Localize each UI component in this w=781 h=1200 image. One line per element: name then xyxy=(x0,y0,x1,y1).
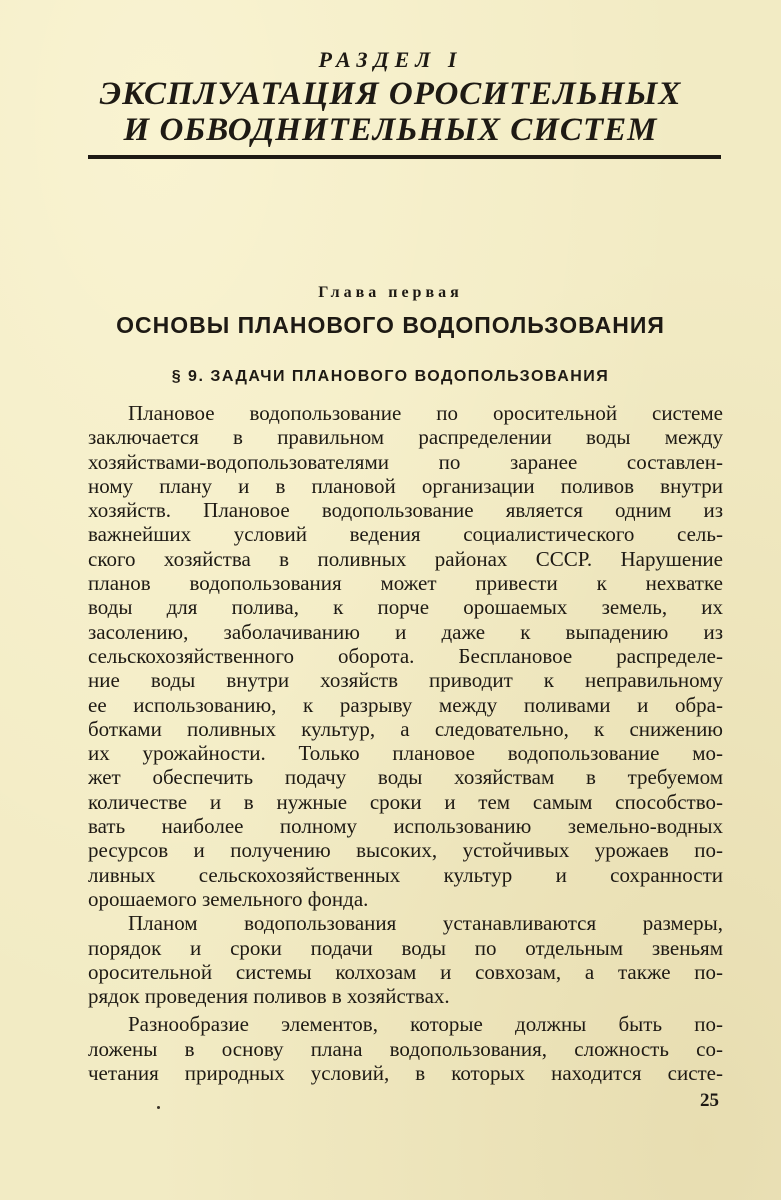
text-line: ботками поливных культур, а следовательно, к снижению xyxy=(88,716,723,741)
body-text xyxy=(88,401,723,1085)
print-speck xyxy=(157,1106,160,1109)
text-line: сельскохозяйственного оборота. Бесплановое распределе- xyxy=(88,643,723,668)
text-line: орошаемого земельного фонда. xyxy=(88,886,369,911)
text-line: воды для полива, к порче орошаемых земель, их xyxy=(88,595,723,620)
text-line: ресурсов и получению высоких, устойчивых урожаев по- xyxy=(88,838,723,863)
text-line: Плановое водопользование по оросительной системе xyxy=(128,401,723,425)
text-line: засолению, заболачиванию и даже к выпадению из xyxy=(88,619,723,644)
chapter-label: Глава первая xyxy=(318,284,463,301)
text-line: количестве и в нужные сроки и тем самым способство- xyxy=(88,789,723,814)
paragraph-heading: § 9. ЗАДАЧИ ПЛАНОВОГО ВОДОПОЛЬЗОВАНИЯ xyxy=(171,368,610,385)
text-line: заключается в правильном распределении воды между xyxy=(88,425,723,450)
text-line: ского хозяйства в поливных районах СССР. Нарушение xyxy=(88,546,723,571)
chapter-title: ОСНОВЫ ПЛАНОВОГО ВОДОПОЛЬЗОВАНИЯ xyxy=(116,312,665,338)
text-line: ному плану и в плановой организации поливов внутри xyxy=(88,473,723,498)
page-number: 25 xyxy=(700,1090,719,1111)
text-line: оросительной системы колхозам и совхозам, а также по- xyxy=(88,959,723,984)
text-line: ложены в основу плана водопользования, сложность со- xyxy=(88,1036,723,1061)
text-line: рядок проведения поливов в хозяйствах. xyxy=(88,984,450,1009)
text-line: ние воды внутри хозяйств приводит к неправильному xyxy=(88,668,723,693)
text-line: их урожайности. Только плановое водопользование мо- xyxy=(88,741,723,766)
text-line: порядок и сроки подачи воды по отдельным звеньям xyxy=(88,935,723,960)
text-line: жет обеспечить подачу воды хозяйствам в требуемом xyxy=(88,765,723,790)
section-title xyxy=(0,76,781,148)
text-line: четания природных условий, в которых находится систе- xyxy=(88,1061,723,1086)
text-line: хозяйств. Плановое водопользование является одним из xyxy=(88,498,723,523)
text-line: ливных сельскохозяйственных культур и сохранности xyxy=(88,862,723,887)
text-line: планов водопользования может привести к нехватке xyxy=(88,571,723,596)
text-line: Планом водопользования устанавливаются размеры, xyxy=(128,911,723,936)
section-title-line: ЭКСПЛУАТАЦИЯ ОРОСИТЕЛЬНЫХ xyxy=(99,76,682,112)
section-label: РАЗДЕЛ I xyxy=(318,47,463,72)
text-line: Разнообразие элементов, которые должны быть по- xyxy=(128,1012,723,1037)
section-divider xyxy=(88,155,721,159)
text-line: хозяйствами-водопользователями по заранее составлен- xyxy=(88,449,723,474)
section-title-line: И ОБВОДНИТЕЛЬНЫХ СИСТЕМ xyxy=(123,112,658,148)
text-line: ее использованию, к разрыву между поливами и обра- xyxy=(88,692,723,717)
text-line: вать наиболее полному использованию земельно-водных xyxy=(88,814,723,839)
text-line: важнейших условий ведения социалистического сель- xyxy=(88,522,723,547)
